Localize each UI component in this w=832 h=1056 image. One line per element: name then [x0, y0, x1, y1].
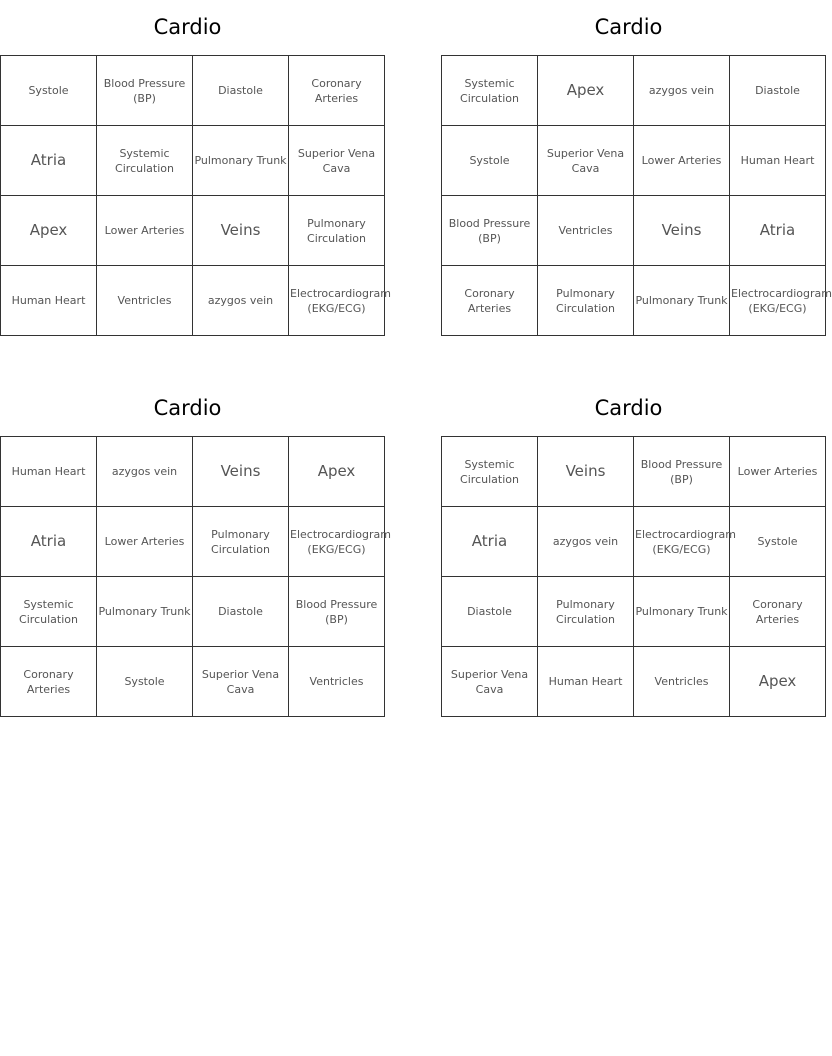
- grid-cell: Veins: [538, 437, 634, 507]
- bingo-card-3: [0, 381, 391, 717]
- grid-cell: Systemic Circulation: [442, 437, 538, 507]
- bingo-grid: [441, 436, 826, 717]
- grid-cell: Superior Vena Cava: [289, 126, 385, 196]
- grid-row: [1, 266, 385, 336]
- grid-cell: Veins: [193, 437, 289, 507]
- grid-cell: Superior Vena Cava: [193, 647, 289, 717]
- card-title: Cardio: [153, 396, 222, 420]
- card-title: Cardio: [594, 15, 663, 39]
- grid-cell: Apex: [538, 56, 634, 126]
- grid-cell: Blood Pressure (BP): [97, 56, 193, 126]
- grid-cell: Diastole: [442, 577, 538, 647]
- grid-cell: Pulmonary Trunk: [634, 266, 730, 336]
- grid-cell: Superior Vena Cava: [442, 647, 538, 717]
- grid-cell: Atria: [442, 507, 538, 577]
- grid-cell: Electrocardiogram (EKG/ECG): [289, 507, 385, 577]
- grid-cell: Diastole: [193, 577, 289, 647]
- grid-cell: Lower Arteries: [97, 507, 193, 577]
- grid-cell: Pulmonary Trunk: [97, 577, 193, 647]
- grid-cell: Apex: [730, 647, 826, 717]
- grid-row: [442, 507, 826, 577]
- grid-cell: Ventricles: [538, 196, 634, 266]
- grid-cell: Pulmonary Trunk: [193, 126, 289, 196]
- grid-cell: Atria: [730, 196, 826, 266]
- grid-row: [442, 56, 826, 126]
- grid-cell: Ventricles: [289, 647, 385, 717]
- bingo-card-2: [441, 0, 832, 336]
- grid-row: [442, 437, 826, 507]
- grid-row: [1, 196, 385, 266]
- bingo-grid: [0, 436, 391, 717]
- grid-cell: Lower Arteries: [634, 126, 730, 196]
- grid-cell: Diastole: [193, 56, 289, 126]
- grid-cell: azygos vein: [193, 266, 289, 336]
- grid-row: [1, 507, 385, 577]
- grid-row: [442, 266, 826, 336]
- grid-cell: Coronary Arteries: [1, 647, 97, 717]
- grid-cell: Human Heart: [538, 647, 634, 717]
- grid-cell: Electrocardiogram (EKG/ECG): [730, 266, 826, 336]
- grid-cell: Coronary Arteries: [289, 56, 385, 126]
- grid-cell: Ventricles: [97, 266, 193, 336]
- grid-cell: Veins: [193, 196, 289, 266]
- grid-cell: Blood Pressure (BP): [634, 437, 730, 507]
- grid-cell: Apex: [289, 437, 385, 507]
- grid-row: [442, 577, 826, 647]
- grid-cell: Electrocardiogram (EKG/ECG): [634, 507, 730, 577]
- grid-row: [1, 437, 385, 507]
- grid-cell: Coronary Arteries: [442, 266, 538, 336]
- grid-cell: azygos vein: [634, 56, 730, 126]
- grid-cell: Systole: [442, 126, 538, 196]
- grid-cell: Systemic Circulation: [1, 577, 97, 647]
- card-title: Cardio: [153, 15, 222, 39]
- grid-cell: Systemic Circulation: [442, 56, 538, 126]
- grid-cell: Systole: [730, 507, 826, 577]
- grid-cell: azygos vein: [97, 437, 193, 507]
- grid-row: [1, 647, 385, 717]
- grid-cell: Systole: [97, 647, 193, 717]
- grid-cell: Apex: [1, 196, 97, 266]
- bingo-card-4: [441, 381, 816, 717]
- grid-cell: Pulmonary Trunk: [634, 577, 730, 647]
- grid-cell: Ventricles: [634, 647, 730, 717]
- grid-row: [1, 577, 385, 647]
- grid-cell: Systemic Circulation: [97, 126, 193, 196]
- grid-row: [442, 196, 826, 266]
- grid-row: [1, 56, 385, 126]
- grid-cell: Atria: [1, 126, 97, 196]
- grid-cell: Pulmonary Circulation: [538, 577, 634, 647]
- grid-cell: Electrocardiogram (EKG/ECG): [289, 266, 385, 336]
- grid-cell: Human Heart: [1, 437, 97, 507]
- grid-cell: Blood Pressure (BP): [289, 577, 385, 647]
- grid-cell: Lower Arteries: [730, 437, 826, 507]
- grid-cell: Systole: [1, 56, 97, 126]
- grid-cell: Human Heart: [1, 266, 97, 336]
- bingo-grid: [0, 55, 391, 336]
- bingo-grid: [441, 55, 832, 336]
- grid-cell: Atria: [1, 507, 97, 577]
- bingo-card-1: [0, 0, 391, 336]
- grid-cell: Veins: [634, 196, 730, 266]
- grid-cell: Diastole: [730, 56, 826, 126]
- grid-cell: Pulmonary Circulation: [289, 196, 385, 266]
- grid-cell: Blood Pressure (BP): [442, 196, 538, 266]
- grid-row: [1, 126, 385, 196]
- grid-cell: Pulmonary Circulation: [538, 266, 634, 336]
- grid-cell: Coronary Arteries: [730, 577, 826, 647]
- grid-cell: Human Heart: [730, 126, 826, 196]
- grid-cell: Pulmonary Circulation: [193, 507, 289, 577]
- grid-cell: azygos vein: [538, 507, 634, 577]
- grid-row: [442, 126, 826, 196]
- card-title: Cardio: [594, 396, 663, 420]
- grid-cell: Lower Arteries: [97, 196, 193, 266]
- grid-cell: Superior Vena Cava: [538, 126, 634, 196]
- grid-row: [442, 647, 826, 717]
